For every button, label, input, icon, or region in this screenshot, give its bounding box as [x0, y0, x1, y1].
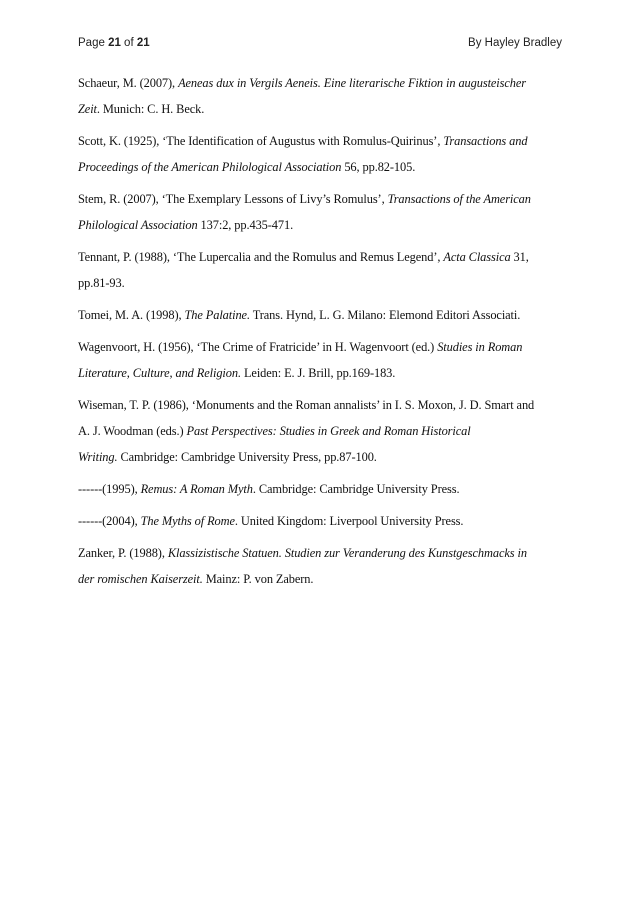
entry-text: Trans. Hynd, L. G. Milano: Elemond Editori Associati. — [249, 308, 521, 322]
entry-text: A. J. Woodman (eds.) — [78, 424, 187, 438]
entry-text: Wagenvoort, H. (1956), ‘The Crime of Fratricide’ in H. Wagenvoort (ed.) — [78, 340, 438, 354]
entry-continuation-line — [78, 566, 566, 592]
entry-first-line — [78, 128, 566, 154]
bibliography-entry — [78, 244, 566, 296]
entry-first-line — [78, 186, 566, 212]
bibliography-entry — [78, 476, 566, 502]
entry-text: ------(2004), — [78, 514, 141, 528]
italic-title-text: The Myths of Rome — [140, 514, 235, 528]
entry-continuation-line — [78, 270, 566, 296]
italic-title-text: Writing. — [78, 450, 118, 464]
entry-text: Stem, R. (2007), ‘The Exemplary Lessons of Livy’s Romulus’, — [78, 192, 388, 206]
bibliography-entry — [78, 334, 566, 386]
bibliography-entry — [78, 302, 566, 328]
entry-text: 31, — [510, 250, 529, 264]
entry-continuation-line — [78, 418, 566, 444]
bibliography-entry — [78, 508, 566, 534]
italic-title-text: Past Perspectives: Studies in Greek and Roman Historical — [186, 424, 471, 438]
entry-text: Cambridge: Cambridge University Press, pp.87-100. — [117, 450, 377, 464]
entry-first-line — [78, 334, 566, 360]
entry-text: ------(1995), — [78, 482, 141, 496]
bibliography-entry — [78, 540, 566, 592]
page-header — [78, 37, 562, 55]
entry-continuation-line — [78, 444, 566, 470]
entry-first-line — [78, 540, 566, 566]
entry-text: 56, pp.82-105. — [341, 160, 416, 174]
italic-title-text: Proceedings of the American Philological Association — [78, 160, 342, 174]
bibliography-entry — [78, 70, 566, 122]
entry-first-line — [78, 70, 566, 96]
entry-continuation-line — [78, 154, 566, 180]
entry-text: Schaeur, M. (2007), — [78, 76, 179, 90]
page-total: 21 — [136, 37, 150, 49]
entry-text: 137:2, pp.435-471. — [197, 218, 294, 232]
entry-continuation-line — [78, 96, 566, 122]
page-current: 21 — [108, 37, 121, 49]
italic-title-text: Philological Association — [78, 218, 198, 232]
entry-first-line — [78, 508, 566, 534]
entry-first-line — [78, 392, 566, 418]
page-prefix: Page — [78, 37, 109, 49]
italic-title-text: Literature, Culture, and Religion. — [78, 366, 241, 380]
italic-title-text: Transactions and — [443, 134, 528, 148]
entry-text: . Cambridge: Cambridge University Press. — [252, 482, 460, 496]
entry-text: Scott, K. (1925), ‘The Identification of Augustus with Romulus-Quirinus’, — [78, 134, 444, 148]
bibliography-entry — [78, 128, 566, 180]
entry-first-line — [78, 476, 566, 502]
entry-text: Leiden: E. J. Brill, pp.169-183. — [240, 366, 396, 380]
bibliography-entry — [78, 392, 566, 470]
entry-text: Tennant, P. (1988), ‘The Lupercalia and the Romulus and Remus Legend’, — [78, 250, 444, 264]
page-number — [78, 37, 150, 49]
entry-text: Tomei, M. A. (1998), — [78, 308, 185, 322]
entry-text: Wiseman, T. P. (1986), ‘Monuments and the Roman annalists’ in I. S. Moxon, J. D. Smart and — [78, 398, 535, 412]
italic-title-text: Klassizistische Statuen. Studien zur Veranderung des Kunstgeschmacks in — [167, 546, 527, 560]
italic-title-text: der romischen Kaiserzeit. — [78, 572, 203, 586]
italic-title-text: Studies in Roman — [437, 340, 523, 354]
entry-text: . United Kingdom: Liverpool University Press. — [234, 514, 464, 528]
entry-continuation-line — [78, 360, 566, 386]
entry-text: Mainz: P. von Zabern. — [202, 572, 314, 586]
entry-first-line — [78, 302, 566, 328]
entry-first-line — [78, 244, 566, 270]
entry-text: pp.81-93. — [78, 276, 125, 290]
italic-title-text: Remus: A Roman Myth — [140, 482, 253, 496]
italic-title-text: The Palatine. — [184, 308, 250, 322]
bibliography-list — [78, 70, 566, 598]
page-of: of — [120, 37, 137, 49]
entry-text: . Munich: C. H. Beck. — [96, 102, 205, 116]
italic-title-text: Acta Classica — [443, 250, 511, 264]
bibliography-entry — [78, 186, 566, 238]
italic-title-text: Aeneas dux in Vergils Aeneis. Eine literarische Fiktion in augusteischer — [178, 76, 526, 90]
entry-continuation-line — [78, 212, 566, 238]
entry-text: Zanker, P. (1988), — [78, 546, 168, 560]
italic-title-text: Transactions of the American — [387, 192, 531, 206]
author-name: By Hayley Bradley — [468, 37, 562, 49]
italic-title-text: Zeit — [78, 102, 97, 116]
